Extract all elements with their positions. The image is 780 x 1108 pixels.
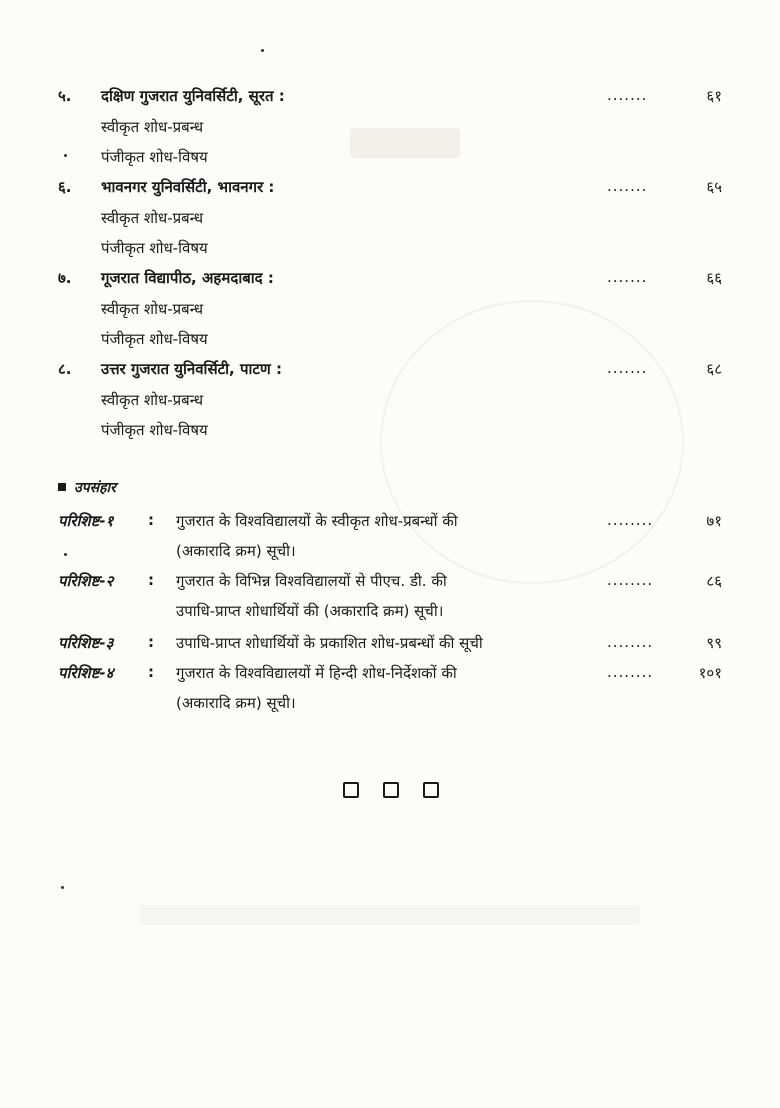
entry-number: ८.	[58, 360, 72, 378]
sub-item: स्वीकृत शोध-प्रबन्ध	[101, 300, 204, 318]
entry-number: ७.	[58, 269, 72, 287]
university-name: उत्तर गुजरात युनिवर्सिटी, पाटण :	[101, 360, 282, 378]
sub-item: स्वीकृत शोध-प्रबन्ध	[101, 391, 204, 409]
page-number: ६५	[706, 178, 722, 196]
university-name: गूजरात विद्यापीठ, अहमदाबाद :	[101, 269, 274, 287]
appendix-colon: :	[148, 663, 154, 681]
leader-dots: ........	[607, 633, 654, 651]
appendix-colon: :	[148, 571, 154, 589]
appendix-colon: :	[148, 633, 154, 651]
page-number: ७१	[706, 512, 722, 530]
section-end-ornament	[343, 782, 443, 798]
speck-mark	[261, 49, 264, 52]
entry-number: ५.	[58, 87, 72, 105]
page-number: ६८	[706, 360, 722, 378]
appendix-text-line: उपाधि-प्राप्त शोधार्थियों के प्रकाशित शोध-प्रबन्धों की सूची	[176, 634, 483, 652]
page-number: ६६	[706, 269, 722, 287]
page-number: ६१	[706, 87, 722, 105]
appendix-text-line: (अकारादि क्रम) सूची।	[176, 694, 296, 712]
sub-item: स्वीकृत शोध-प्रबन्ध	[101, 209, 204, 227]
leader-dots: ........	[607, 511, 654, 529]
page-number: ९९	[706, 634, 722, 652]
appendix-text-line: उपाधि-प्राप्त शोधार्थियों की (अकारादि क्रम) सूची।	[176, 602, 444, 620]
square-outline-icon	[383, 782, 399, 798]
page-number: १०१	[698, 664, 722, 682]
faded-show-through-illustration	[380, 300, 684, 584]
appendix-text-line: (अकारादि क्रम) सूची।	[176, 542, 296, 560]
speck-mark	[64, 154, 67, 157]
entry-number: ६.	[58, 178, 72, 196]
appendix-text-line: गुजरात के विभिन्न विश्वविद्यालयों से पीएच. डी. की	[176, 572, 447, 590]
speck-mark	[61, 886, 64, 889]
sub-item: पंजीकृत शोध-विषय	[101, 148, 208, 166]
leader-dots: .......	[607, 86, 648, 104]
sub-item: पंजीकृत शोध-विषय	[101, 330, 208, 348]
appendix-text-line: गुजरात के विश्वविद्यालयों में हिन्दी शोध-निर्देशकों की	[176, 664, 457, 682]
faded-show-through-text	[140, 905, 640, 925]
section-heading	[58, 478, 116, 497]
speck-mark	[64, 553, 67, 556]
square-bullet-icon	[58, 483, 66, 491]
appendix-label: परिशिष्ट-२	[58, 572, 114, 590]
faded-show-through-heading	[350, 128, 460, 158]
sub-item: पंजीकृत शोध-विषय	[101, 239, 208, 257]
university-name: भावनगर युनिवर्सिटी, भावनगर :	[101, 178, 275, 196]
university-name: दक्षिण गुजरात युनिवर्सिटी, सूरत :	[101, 87, 285, 105]
sub-item: स्वीकृत शोध-प्रबन्ध	[101, 118, 204, 136]
page-number: ८६	[706, 572, 722, 590]
leader-dots: .......	[607, 268, 648, 286]
leader-dots: .......	[607, 359, 648, 377]
leader-dots: .......	[607, 177, 648, 195]
square-outline-icon	[423, 782, 439, 798]
appendix-label: परिशिष्ट-१	[58, 512, 114, 530]
leader-dots: ........	[607, 663, 654, 681]
square-outline-icon	[343, 782, 359, 798]
section-heading-text: उपसंहार	[74, 480, 116, 496]
appendix-label: परिशिष्ट-३	[58, 634, 114, 652]
leader-dots: ........	[607, 571, 654, 589]
sub-item: पंजीकृत शोध-विषय	[101, 421, 208, 439]
appendix-label: परिशिष्ट-४	[58, 664, 114, 682]
appendix-colon: :	[148, 511, 154, 529]
appendix-text-line: गुजरात के विश्वविद्यालयों के स्वीकृत शोध-प्रबन्धों की	[176, 512, 458, 530]
